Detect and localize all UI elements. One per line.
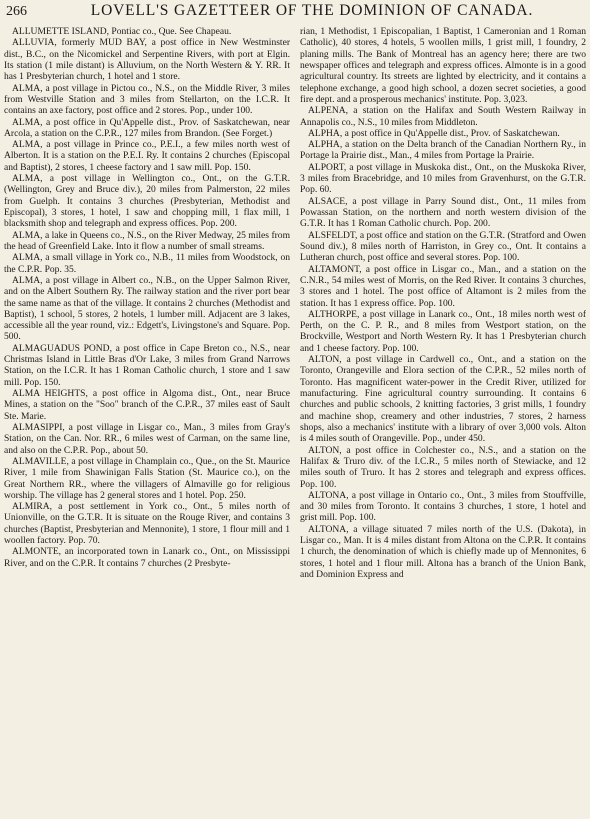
gazetteer-entry: ALMA, a post village in Wellington co., Ont., on the G.T.R. (Wellington, Grey and Bruce div.), 20 miles from Palmerston, 22 miles from Guelph. It contains 3 churches (Presbyterian, Methodist and Episcopal), 3 stores, 1 hotel, 1 saw and chopping mill, 1 flax mill, 1 blacksmith shop and telegraph and express offices. Pop. 200. bbox=[4, 173, 290, 230]
left-column bbox=[4, 26, 290, 816]
gazetteer-entry: ALPHA, a post office in Qu'Appelle dist., Prov. of Saskatchewan. bbox=[308, 127, 560, 139]
gazetteer-entry: ALLUMETTE ISLAND, Pontiac co., Que. See Chapeau. bbox=[12, 26, 232, 37]
gazetteer-entry: ALTONA, a post village in Ontario co., Ont., 3 miles from Stouffville, and 30 miles from Toronto. It contains 3 churches, 1 store, 1 hotel and grist mill. Pop. 100. bbox=[300, 489, 586, 524]
gazetteer-entry: ALPORT, a post village in Muskoka dist., Ont., on the Muskoka River, 3 miles from Bracebridge, and 10 miles from Gravenhurst, on the G.T.R. Pop. 60. bbox=[300, 161, 586, 196]
page-number: 266 bbox=[6, 4, 27, 19]
gazetteer-entry: ALMA, a small village in York co., N.B., 11 miles from Woodstock, on the C.P.R. Pop. 35. bbox=[4, 252, 290, 275]
gazetteer-entry: ALSFELDT, a post office and station on the G.T.R. (Stratford and Owen Sound div.), 8 miles north of Harriston, in Grey co., Ont. It contains a Lutheran church, post office and several stores. Pop. 100. bbox=[300, 229, 586, 264]
page-header bbox=[6, 2, 584, 24]
gazetteer-entry: ALTONA, a village situated 7 miles north of the U.S. (Dakota), in Lisgar co., Man. It is 4 miles distant from Altona on the C.P.R. It contains 1 church, the denomination of which is chiefly made up of Mennonites, 6 stores, 1 hotel and 1 flour mill. Altona has a branch of the Union Bank, and Dominion Express and bbox=[300, 523, 586, 580]
gazetteer-entry: ALMIRA, a post settlement in York co., Ont., 5 miles north of Unionville, on the G.T.R. It is situate on the Rouge River, and contains 3 churches (Baptist, Presbyterian and Mennonite), 1 store, 1 flour mill and 1 woollen factory. Pop. 70. bbox=[4, 501, 290, 547]
gazetteer-entry: ALTON, a post village in Cardwell co., Ont., and a station on the Toronto, Orangeville and Elora section of the C.P.R., 52 miles north of Toronto. Has magnificent water-power in the Credit River, utilized for manufacturing. Fine agricultural country surrounding. It contains 6 churches and public schools, 2 knitting factories, 3 grist mills, 1 foundry and machine shop, creamery and other industries, 7 stores, 2 harness shops, also a mechanics' institute with a library of over 3,000 vols. Alton is 4 miles south of Orangeville. Pop., under 450. bbox=[300, 354, 586, 445]
gazetteer-entry: ALMASIPPI, a post village in Lisgar co., Man., 3 miles from Gray's Station, on the Can. Nor. RR., 6 miles west of Carman, on the same line, and also on the C.P.R. Pop., about 50. bbox=[4, 421, 290, 456]
gazetteer-entry: ALMA, a post village in Prince co., P.E.I., a few miles north west of Alberton. It is a station on the P.E.I. Ry. It contains 2 churches (Episcopal and Baptist), 2 stores, 1 cheese factory and 1 saw mill. Pop. 150. bbox=[4, 139, 290, 173]
right-column bbox=[300, 26, 586, 816]
gazetteer-entry: ALMAVILLE, a post village in Champlain co., Que., on the St. Maurice River, 1 mile from Shawinigan Falls Station (St. Maurice co.), on the Great Northern RR., where the villagers of Almaville go for religious worship. The village has 2 general stores and 1 hotel. Pop. 250. bbox=[4, 455, 290, 501]
gazetteer-entry: ALMA, a post office in Qu'Appelle dist., Prov. of Saskatchewan, near Arcola, a station on the C.P.R., 127 miles from Brandon. (See Forget.) bbox=[4, 116, 290, 139]
gazetteer-entry: ALPHA, a station on the Delta branch of the Canadian Northern Ry., in Portage la Prairie dist., Man., 4 miles from Portage la Prairie. bbox=[300, 139, 586, 162]
gazetteer-entry: ALPENA, a station on the Halifax and South Western Railway in Annapolis co., N.S., 10 miles from Middleton. bbox=[300, 105, 586, 128]
gazetteer-entry: ALLUVIA, formerly MUD BAY, a post office in New Westminster dist., B.C., on the Nicomickel and Serpentine Rivers, with port at Elgin. Its station (1 mile distant) is Alluvium, on the North Western & Y. RR. It has 1 Presbyterian church, 1 hotel and 1 store. bbox=[4, 37, 290, 83]
gazetteer-entry: ALTHORPE, a post village in Lanark co., Ont., 18 miles north west of Perth, on the C. P. R., and 8 miles from Westport station, on the Brockville, Westport and North Western Ry. It has 1 Presbyterian church and 1 cheese factory. Pop. 100. bbox=[300, 308, 586, 354]
gazetteer-entry: ALTON, a post office in Colchester co., N.S., and a station on the Halifax & Truro div. of the I.C.R., 5 miles north of Stewiacke, and 12 miles south of Truro. It has 2 stores and telegraph and express offices. Pop. 100. bbox=[300, 444, 586, 490]
gazetteer-entry: ALMA HEIGHTS, a post office in Algoma dist., Ont., near Bruce Mines, a station on the "Soo" branch of the C.P.R., 37 miles east of Sault Ste. Marie. bbox=[4, 388, 290, 422]
gazetteer-entry: ALMA, a lake in Queens co., N.S., on the River Medway, 25 miles from the head of Greenfield Lake. Into it flow a number of small streams. bbox=[4, 229, 290, 252]
gazetteer-entry: ALMA, a post village in Albert co., N.B., on the Upper Salmon River, and on the Albert Southern Ry. The railway station and the river port bear the same name as that of the village. It contains 2 churches (Methodist and Baptist), 1 school, 5 stores, 2 hotels, 1 lumber mill. Adjacent are 3 lakes, accessible all the year round, viz.: Edgett's, Livingstone's and Square. Pop. 500. bbox=[4, 274, 290, 343]
gazetteer-entry: ALSACE, a post village in Parry Sound dist., Ont., 11 miles from Powassan Station, on the northern and north western division of the G.T.R. It has 1 Roman Catholic church. Pop. 200. bbox=[300, 195, 586, 230]
gazetteer-entry: ALMAGUADUS POND, a post office in Cape Breton co., N.S., near Christmas Island in Little Bras d'Or Lake, 3 miles from Grand Narrows Station, on the I.C.R. It has 1 Roman Catholic church, 1 store and 1 saw mill. Pop. 150. bbox=[4, 342, 290, 388]
running-title: LOVELL'S GAZETTEER OF THE DOMINION OF CANADA. bbox=[90, 2, 534, 19]
gazetteer-entry: rian, 1 Methodist, 1 Episcopalian, 1 Baptist, 1 Cameronian and 1 Roman Catholic), 40 stores, 4 hotels, 5 woollen mills, 1 grist mill, 1 foundry, 2 planing mills. The Bank of Montreal has an agency here; there are two newspaper offices and telegraph and express offices. Almonte is in a good agricultural country. Its streets are lighted by electricity, and it contains a telephone exchange, a good high school, a dozen secret societies, a good fire dept. and a prosperous mechanics' institute. Pop. 3,023. bbox=[300, 26, 586, 105]
gazetteer-entry: ALMONTE, an incorporated town in Lanark co., Ont., on Mississippi River, and on the C.P.R. It contains 7 churches (2 Presbyte- bbox=[4, 546, 290, 569]
gazetteer-entry: ALMA, a post village in Pictou co., N.S., on the Middle River, 3 miles from Westville Station and 3 miles from Stellarton, on the I.C.R. It contains an axe factory, post office and 2 stores. Pop., under 100. bbox=[4, 82, 290, 117]
gazetteer-entry: ALTAMONT, a post office in Lisgar co., Man., and a station on the C.N.R., 54 miles west of Morris, on the Red River. It contains 3 churches, 3 stores and 1 hotel. The post office of Altamont is 2 miles from the station. It has 1 express office. Pop. 100. bbox=[300, 263, 586, 309]
